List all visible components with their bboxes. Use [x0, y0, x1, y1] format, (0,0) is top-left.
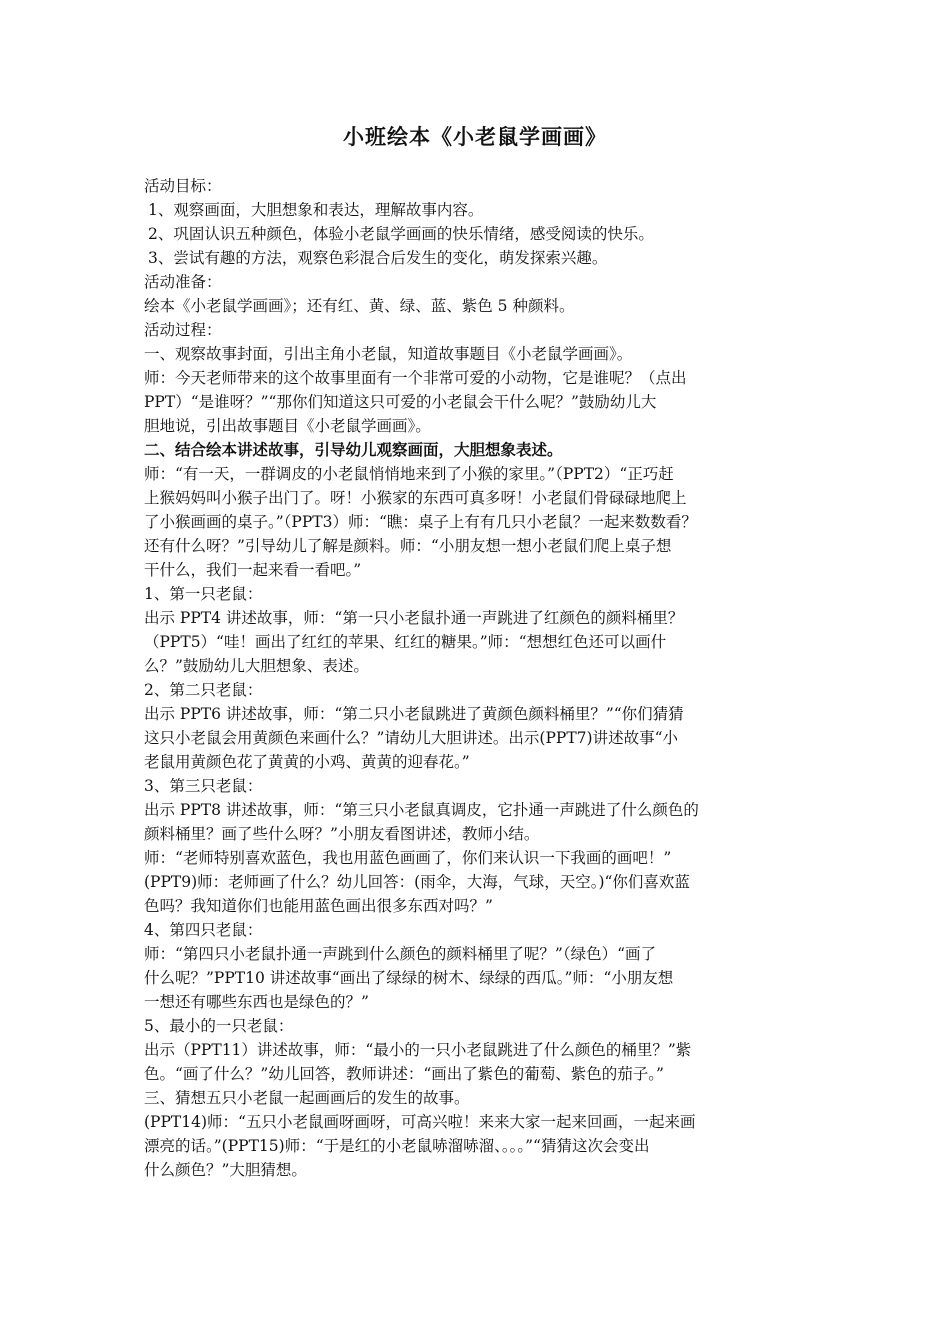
- document-line: 出示 PPT8 讲述故事，师：“第三只小老鼠真调皮，它扑通一声跳进了什么颜色的: [144, 801, 699, 819]
- document-line: 师：“有一天，一群调皮的小老鼠悄悄地来到了小猴的家里。”（PPT2）“正巧赶: [144, 465, 674, 483]
- document-line: 了小猴画画的桌子。”（PPT3）师：“瞧：桌子上有有几只小老鼠？一起来数数看？: [144, 513, 697, 531]
- document-line: 颜料桶里？画了些什么呀？”小朋友看图讲述，教师小结。: [144, 825, 540, 843]
- document-line: 这只小老鼠会用黄颜色来画什么？”请幼儿大胆讲述。出示(PPT7)讲述故事“小: [144, 729, 679, 747]
- document-line: 三、猜想五只小老鼠一起画画后的发生的故事。: [144, 1089, 470, 1107]
- document-line: 二、结合绘本讲述故事，引导幼儿观察画面，大胆想象表述。: [144, 440, 563, 459]
- document-line: 上猴妈妈叫小猴子出门了。呀！小猴家的东西可真多呀！小老鼠们骨碌碌地爬上: [144, 489, 687, 507]
- document-line: 4、第四只老鼠：: [144, 921, 263, 939]
- document-line: 一想还有哪些东西也是绿色的？”: [144, 993, 369, 1011]
- document-line: 老鼠用黄颜色花了黄黄的小鸡、黄黄的迎春花。”: [144, 753, 470, 771]
- document-line: 一、观察故事封面，引出主角小老鼠，知道故事题目《小老鼠学画画》。: [144, 345, 633, 363]
- document-line: 出示 PPT6 讲述故事，师：“第二只小老鼠跳进了黄颜色颜料桶里？”“你们猜猜: [144, 705, 684, 723]
- document-line: 5、最小的一只老鼠：: [144, 1017, 294, 1035]
- document-line: 师：“老师特别喜欢蓝色，我也用蓝色画画了，你们来认识一下我画的画吧！”: [144, 849, 672, 867]
- document-line: (PPT9)师：老师画了什么？幼儿回答：(雨伞，大海，气球，天空。)“你们喜欢蓝: [144, 873, 690, 891]
- document-line: 胆地说，引出故事题目《小老鼠学画画》。: [144, 417, 431, 435]
- document-line: 师：“第四只小老鼠扑通一声跳到什么颜色的颜料桶里了呢？”（绿色）“画了: [144, 945, 657, 963]
- document-title: 小班绘本《小老鼠学画画》: [343, 125, 607, 149]
- document-line: (PPT14)师：“五只小老鼠画呀画呀，可高兴啦！来来大家一起来回画，一起来画: [144, 1113, 696, 1131]
- document-line: 干什么，我们一起来看一看吧。”: [144, 561, 362, 579]
- document-line: 活动过程：: [144, 321, 222, 339]
- document-line: 色吗？我知道你们也能用蓝色画出很多东西对吗？”: [144, 897, 493, 915]
- document-line: PPT）“是谁呀？”“那你们知道这只可爱的小老鼠会干什么呢？”鼓励幼儿大: [144, 393, 657, 411]
- document-line: 2、巩固认识五种颜色，体验小老鼠学画画的快乐情绪，感受阅读的快乐。: [148, 225, 654, 243]
- document-line: 3、第三只老鼠：: [144, 777, 263, 795]
- document-line: 活动准备：: [144, 273, 222, 291]
- document-line: 绘本《小老鼠学画画》；还有红、黄、绿、蓝、紫色 5 种颜料。: [144, 297, 575, 315]
- document-line: 3、尝试有趣的方法，观察色彩混合后发生的变化，萌发探索兴趣。: [148, 249, 608, 267]
- document-line: 出示 PPT4 讲述故事，师：“第一只小老鼠扑通一声跳进了红颜色的颜料桶里？: [144, 609, 684, 627]
- document-line: 什么颜色？”大胆猜想。: [144, 1161, 307, 1179]
- document-line: 什么呢？”PPT10 讲述故事“画出了绿绿的树木、绿绿的西瓜。”师：“小朋友想: [144, 969, 674, 987]
- document-line: 么？”鼓励幼儿大胆想象、表述。: [144, 657, 369, 675]
- document-body: [144, 174, 816, 1182]
- document-line: 出示（PPT11）讲述故事，师：“最小的一只小老鼠跳进了什么颜色的桶里？”紫: [144, 1041, 692, 1059]
- document-line: （PPT5）“哇！画出了红红的苹果、红红的糖果。”师：“想想红色还可以画什: [144, 633, 667, 651]
- document-line: 色。“画了什么？”幼儿回答，教师讲述：“画出了紫色的葡萄、紫色的茄子。”: [144, 1065, 664, 1083]
- document-line: 活动目标：: [144, 177, 222, 195]
- document-line: 漂亮的话。”(PPT15)师：“于是红的小老鼠哧溜哧溜、。。。”“猜猜这次会变出: [144, 1137, 650, 1155]
- document-line: 1、第一只老鼠：: [144, 585, 263, 603]
- document-line: 1、观察画面，大胆想象和表达，理解故事内容。: [148, 201, 484, 219]
- document-line: 2、第二只老鼠：: [144, 681, 263, 699]
- document-line: 师：今天老师带来的这个故事里面有一个非常可爱的小动物，它是谁呢？（点出: [144, 369, 687, 387]
- document-line: 还有什么呀？”引导幼儿了解是颜料。师：“小朋友想一想小老鼠们爬上桌子想: [144, 537, 672, 555]
